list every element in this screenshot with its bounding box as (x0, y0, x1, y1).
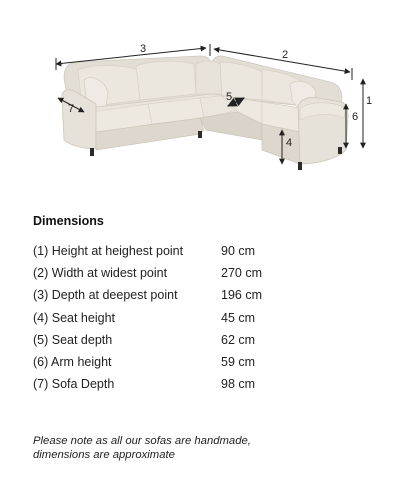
corner-sofa-illustration (62, 56, 348, 170)
dimension-value: 59 cm (221, 354, 256, 369)
dimension-label: (5) Seat depth (33, 332, 113, 347)
diagram-label-6: 6 (352, 111, 359, 123)
dimension-label: (6) Arm height (33, 354, 112, 369)
back-cushion (136, 61, 196, 100)
dimension-label: (7) Sofa Depth (33, 377, 115, 392)
dimension-value: 62 cm (221, 332, 256, 347)
diagram-label-7: 7 (68, 103, 75, 115)
dimension-value: 45 cm (221, 310, 256, 325)
dimension-row-seat-depth (33, 333, 373, 355)
diagram-label-5: 5 (226, 91, 233, 103)
dimension-label: (2) Width at widest point (33, 266, 168, 281)
back-cushion (196, 61, 222, 94)
dimension-row-seat-height (33, 311, 373, 333)
note-line: Please note as all our sofas are handmade, (33, 435, 251, 447)
sofa-foot (298, 162, 302, 170)
dimension-label: (4) Seat height (33, 310, 115, 325)
handmade-note (33, 434, 363, 462)
dimensions-list (33, 244, 373, 399)
diagram-label-3: 3 (140, 43, 147, 55)
dimension-value: 90 cm (221, 244, 256, 258)
sofa-dimension-diagram (0, 0, 400, 200)
dimension-value: 98 cm (221, 377, 256, 392)
sofa-foot (90, 148, 94, 156)
diagram-label-1: 1 (366, 95, 373, 107)
diagram-label-4: 4 (286, 137, 293, 149)
dimension-row-depth (33, 288, 373, 310)
dimension-row-width (33, 266, 373, 288)
dimension-label: (1) Height at heighest point (33, 244, 184, 258)
dimensions-heading: Dimensions (33, 214, 104, 228)
dimension-row-arm-height (33, 355, 373, 377)
dimension-row-height (33, 244, 373, 266)
sofa-foot (338, 147, 342, 154)
note-line: dimensions are approximate (33, 449, 175, 461)
diagram-label-2: 2 (282, 49, 289, 61)
dimension-value: 196 cm (221, 288, 262, 303)
dimension-value: 270 cm (221, 266, 262, 281)
sofa-foot (198, 131, 202, 138)
dimension-row-sofa-depth (33, 377, 373, 399)
dimension-label: (3) Depth at deepest point (33, 288, 178, 303)
